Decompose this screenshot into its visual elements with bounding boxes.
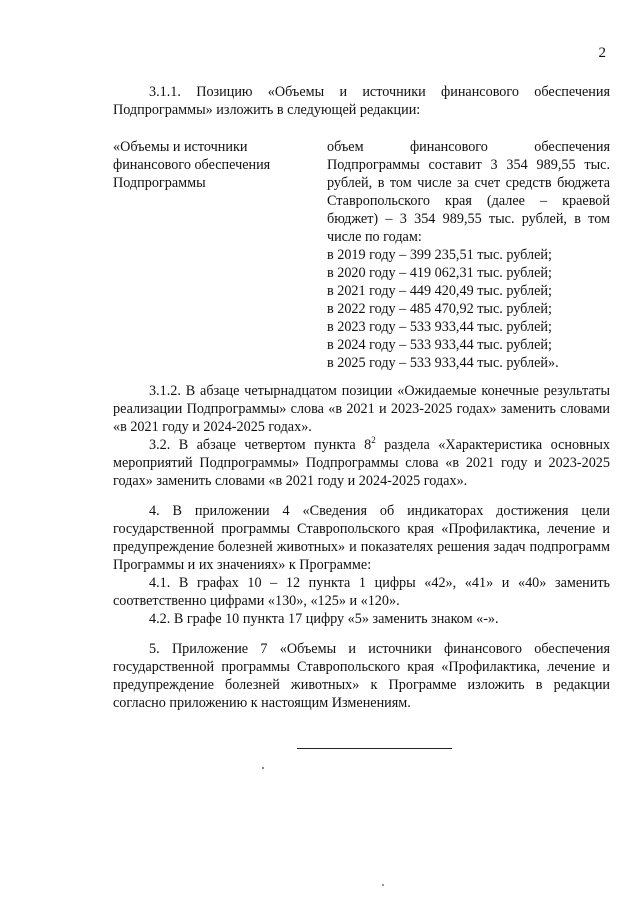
position-intro: объем финансового обеспечения Подпрограммы составит 3 354 989,55 тыс. рублей, в том числе за счет средств бюджета Ставропольского края (далее – краевой бюджет) – 3 354 989,55 тыс. рублей, в том числе по годам: (327, 139, 610, 245)
paragraph-3-1-2: 3.1.2. В абзаце четырнадцатом позиции «Ожидаемые конечные результаты реализации Подпрограммы» слова «в 2021 и 2023-2025 годах» заменить словами «в 2021 году и 2024-2025 годах». (113, 383, 610, 435)
paragraph-3-2-superscript: 2 (371, 435, 376, 445)
paragraph-4-1: 4.1. В графах 10 – 12 пункта 1 цифры «42», «41» и «40» заменить соответственно цифрами «130», «125» и «120». (113, 575, 610, 609)
year-line-2020: в 2020 году – 419 062,31 тыс. рублей; (327, 265, 552, 281)
scan-speck (382, 884, 384, 886)
scan-speck (262, 767, 264, 769)
paragraph-3-1-1: 3.1.1. Позицию «Объемы и источники финансового обеспечения Подпрограммы» изложить в следующей редакции: (113, 84, 610, 118)
paragraph-4-2: 4.2. В графе 10 пункта 17 цифру «5» заменить знаком «-». (149, 611, 499, 627)
paragraphs-4-block (113, 502, 610, 628)
closing-rule (297, 748, 452, 749)
year-line-2024: в 2024 году – 533 933,44 тыс. рублей; (327, 337, 552, 353)
page-number: 2 (598, 45, 606, 61)
paragraph-5-block (113, 640, 610, 712)
year-line-2021: в 2021 году – 449 420,49 тыс. рублей; (327, 283, 552, 299)
paragraph-3-2-after: раздела «Характеристика основных мероприятий Подпрограммы» Подпрограммы слова «в 2021 году и 2023-2025 годах» заменить словами «в 2021 году и 2024-2025 годах». (113, 437, 610, 489)
year-line-2022: в 2022 году – 485 470,92 тыс. рублей; (327, 301, 552, 317)
paragraph-3-2 (113, 436, 610, 490)
paragraphs-3-block (113, 382, 610, 490)
position-value (327, 138, 610, 372)
position-label: «Объемы и источники финансового обеспечения Подпрограммы (113, 139, 271, 191)
year-line-2025: в 2025 году – 533 933,44 тыс. рублей». (327, 355, 559, 371)
year-line-2023: в 2023 году – 533 933,44 тыс. рублей; (327, 319, 552, 335)
paragraph-5: 5. Приложение 7 «Объемы и источники финансового обеспечения государственной программы Ставропольского края «Профилактика, лечение и предупреждение болезней животных» к Программе изложить в редакции согласно приложению к настоящим Изменениям. (113, 641, 610, 711)
year-line-2019: в 2019 году – 399 235,51 тыс. рублей; (327, 247, 552, 263)
paragraph-3-1-1-block (113, 83, 610, 119)
paragraph-3-2-before: 3.2. В абзаце четвертом пункта 8 (149, 437, 372, 453)
paragraph-4: 4. В приложении 4 «Сведения об индикаторах достижения цели государственной программы Ставропольского края «Профилактика, лечение и предупреждение болезней животных» и показателях решения задач подпрограмм Программы и их значениях» к Программе: (113, 503, 610, 573)
